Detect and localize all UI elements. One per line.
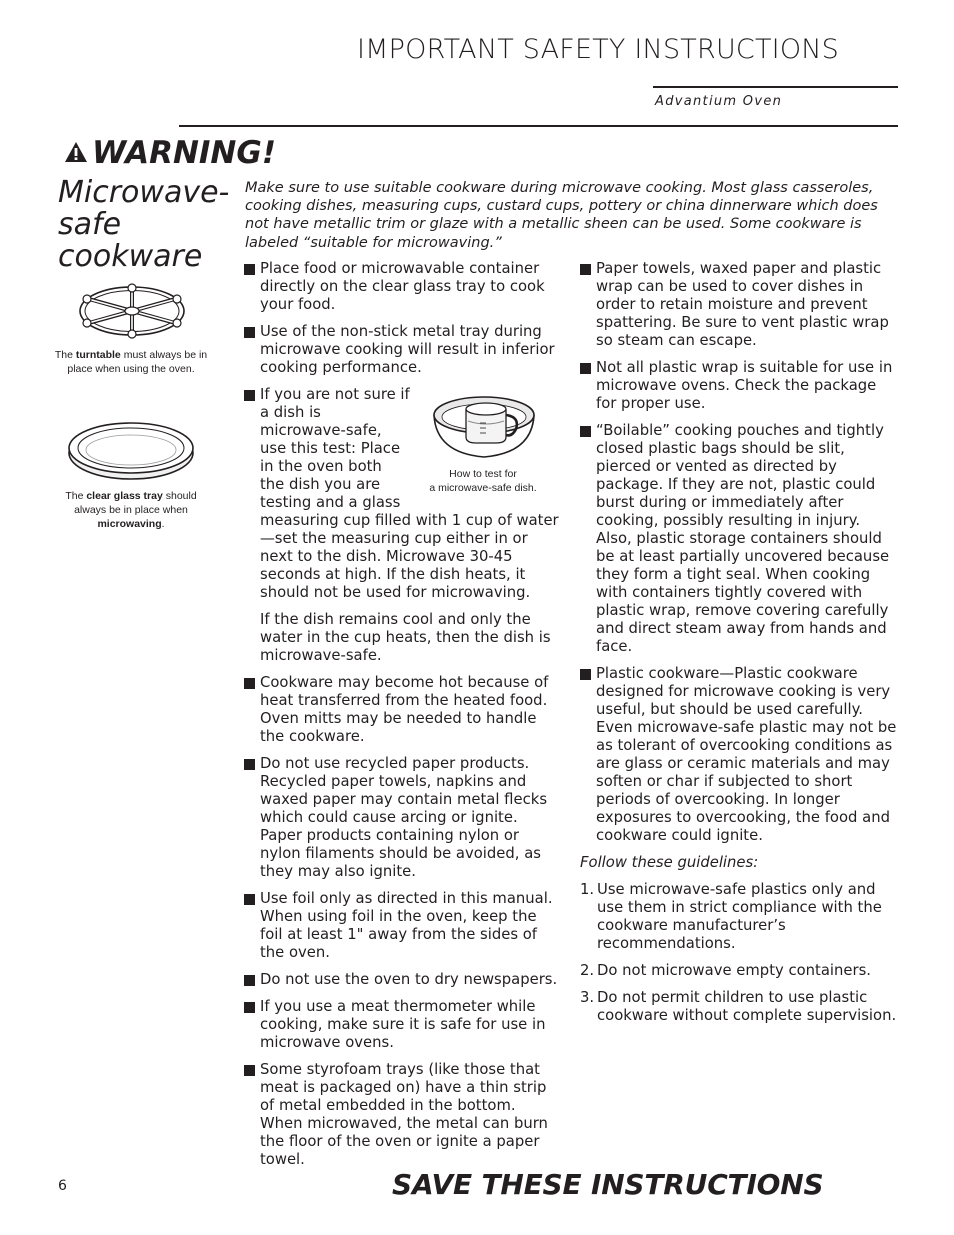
- list-item: If you use a meat thermometer while cooking, make sure it is safe for use in microwave ovens.: [244, 998, 562, 1052]
- warning-heading: [64, 135, 276, 171]
- bullet-square-icon: [244, 327, 255, 338]
- bullet-square-icon: [244, 1002, 255, 1013]
- list-item: Place food or microwavable container directly on the clear glass tray to cook your food.: [244, 260, 562, 314]
- bullet-square-icon: [244, 678, 255, 689]
- list-item: Cookware may become hot because of heat transferred from the heated food. Oven mitts may be needed to handle the cookware.: [244, 674, 562, 746]
- warning-triangle-icon: [64, 135, 88, 171]
- list-item: Use foil only as directed in this manual. When using foil in the oven, keep the foil at least 1" away from the sides of the oven.: [244, 890, 562, 962]
- section-title-line: Microwave-: [58, 175, 230, 210]
- bullet-square-icon: [580, 264, 591, 275]
- turntable-illustration: [72, 283, 192, 343]
- list-item: “Boilable” cooking pouches and tightly closed plastic bags should be slit, pierced or vented as directed by package. If they are not, plastic could burst during or immediately after cooking, possibly resulting in injury. Also, plastic storage containers should be at least partially uncovered because they form a tight seal. When cooking with containers tightly covered with plastic wrap, remove covering carefully and direct steam away from hands and face.: [580, 422, 898, 656]
- header-rule-long: [179, 125, 898, 127]
- list-item: Do not use the oven to dry newspapers.: [244, 971, 562, 989]
- dish-test-illustration: [430, 391, 538, 463]
- dish-test-paragraph-2: If the dish remains cool and only the water in the cup heats, then the dish is microwave-safe.: [260, 611, 551, 664]
- page-title: IMPORTANT SAFETY INSTRUCTIONS: [357, 34, 840, 65]
- numbered-item: 1. Use microwave-safe plastics only and use them in strict compliance with the cookware manufacturer’s recommendations.: [580, 881, 882, 952]
- list-item: Not all plastic wrap is suitable for use in microwave ovens. Check the package for proper use.: [580, 359, 898, 413]
- right-column: [580, 260, 898, 1034]
- warning-label: WARNING!: [92, 135, 276, 171]
- bullet-square-icon: [244, 264, 255, 275]
- dish-test-caption: How to test for a microwave-safe dish.: [429, 468, 537, 494]
- bullet-square-icon: [580, 363, 591, 374]
- section-title: [58, 177, 238, 273]
- turntable-caption: The turntable must always be in place when using the oven.: [54, 349, 208, 375]
- glass-tray-illustration: [66, 420, 196, 482]
- save-instructions-footer: SAVE THESE INSTRUCTIONS: [392, 1168, 824, 1201]
- page-number: 6: [58, 1178, 67, 1194]
- bullet-square-icon: [244, 390, 255, 401]
- guidelines-label: Follow these guidelines:: [580, 854, 759, 871]
- list-item: Paper towels, waxed paper and plastic wrap can be used to cover dishes in order to retain moisture and prevent spattering. Be sure to vent plastic wrap so steam can escape.: [580, 260, 898, 350]
- dish-test-text-rest: measuring cup filled with 1 cup of water—set the measuring cup either in or next to the dish. Microwave 30-45 seconds at high. If the dish heats, it should not be used for microwaving.: [260, 512, 559, 601]
- list-item: Do not use recycled paper products. Recycled paper towels, napkins and waxed paper may contain metal flecks which could cause arcing or ignite. Paper products containing nylon or nylon filaments should be avoided, as they may also ignite.: [244, 755, 562, 881]
- section-title-line: safe: [58, 207, 122, 242]
- intro-paragraph: Make sure to use suitable cookware during microwave cooking. Most glass casseroles, cooking dishes, measuring cups, custard cups, pottery or china dinnerware which does not have metallic trim or glaze with a metallic sheen can be used. Some cookware is labeled “suitable for microwaving.”: [245, 180, 878, 251]
- glass-tray-caption: The clear glass tray should always be in place when microwaving.: [65, 490, 197, 530]
- header-rule-short: [653, 86, 898, 88]
- bullet-square-icon: [244, 975, 255, 986]
- dish-test-text-top: If you are not sure if a dish is microwave-safe, use this test: Place in the oven both the dish you are testing and a glass: [260, 386, 410, 511]
- bullet-square-icon: [244, 894, 255, 905]
- numbered-item: 3. Do not permit children to use plastic cookware without complete supervision.: [580, 989, 897, 1024]
- section-title-line: cookware: [58, 239, 203, 274]
- list-item: Some styrofoam trays (like those that meat is packaged on) have a thin strip of metal embedded in the bottom. When microwaved, the metal can burn the floor of the oven or ignite a paper towel.: [244, 1061, 562, 1169]
- product-name: Advantium Oven: [655, 94, 783, 109]
- numbered-item: 2. Do not microwave empty containers.: [580, 962, 871, 979]
- list-item: Use of the non-stick metal tray during microwave cooking will result in inferior cooking performance.: [244, 323, 562, 377]
- bullet-square-icon: [244, 759, 255, 770]
- bullet-square-icon: [580, 669, 591, 680]
- bullet-square-icon: [244, 1065, 255, 1076]
- bullet-square-icon: [580, 426, 591, 437]
- list-item: Plastic cookware—Plastic cookware designed for microwave cooking is very useful, but should be used carefully. Even microwave-safe plastic may not be as tolerant of overcooking conditions as are glass or ceramic materials and may soften or char if subjected to short periods of overcooking. In longer exposures to overcooking, the food and cookware could ignite.: [580, 665, 898, 845]
